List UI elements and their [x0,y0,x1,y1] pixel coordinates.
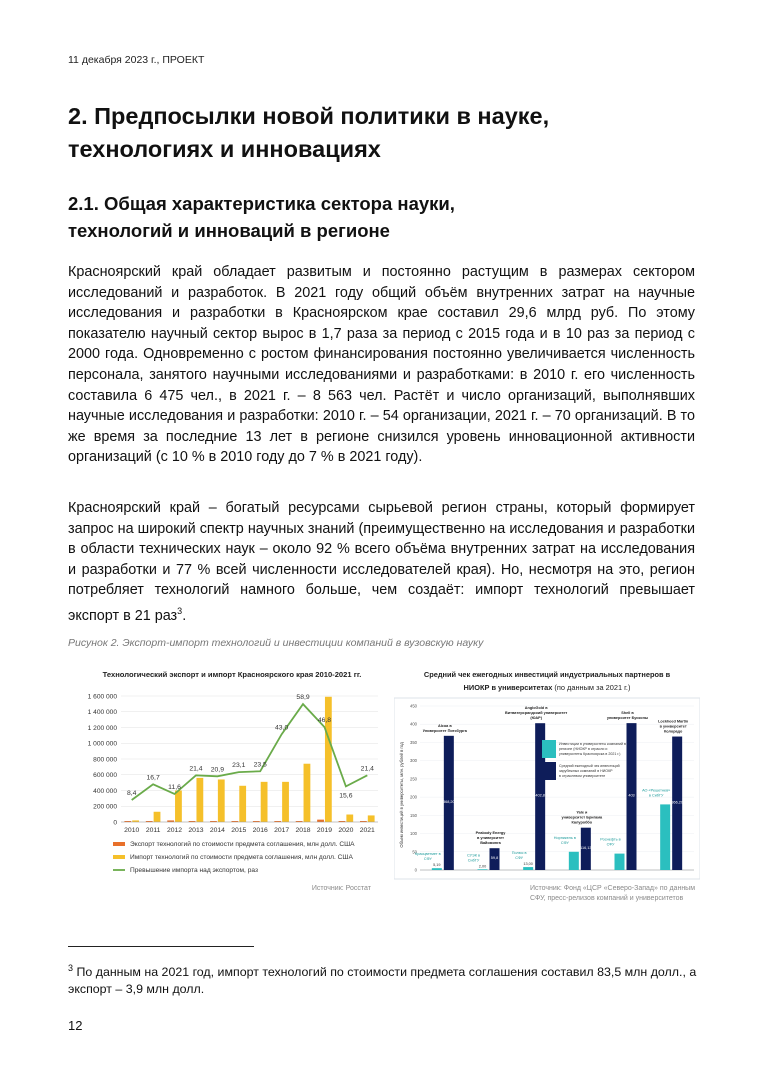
chart2-local-label: СФУ [423,857,432,862]
chart2-ytick: 50 [412,849,417,855]
chart2-group-label: Витватерсрандский университет [505,711,568,716]
chart2-source-line1: Источник: Фонд «ЦСР «Северо-Запад» по данным [530,885,696,892]
chart1-ytick: 1 000 000 [87,740,117,748]
chart2-source-line2: СФУ, пресс-релизов компаний и университетов [530,895,684,902]
page-header: 11 декабря 2023 г., ПРОЕКТ [68,54,205,66]
chart2-bar-value: 368,20 [443,799,455,804]
chart1-ratio-label: 46,8 [317,717,332,725]
chart2-bar-value: 59,8 [490,856,499,861]
chart1-source: Источник: Росстат [311,885,371,892]
chart2-group-label: Peabody Energy [475,831,506,836]
chart1-import-bar [368,815,375,822]
chart2-group-label: университет Бригама [561,815,603,820]
chart2-group-label: (ЮАР) [530,716,542,721]
chart2-title-rest: (по данным за 2021 г.) [552,683,631,692]
chart1-title: Технологический экспорт и импорт Красноярского края 2010-2021 гг. [102,670,362,679]
chart2-local-label: СФУ [560,840,569,845]
chart2-ytick: 250 [410,776,417,782]
chart1-xtick: 2016 [252,827,268,834]
chart2-group-label: Lockheed Martin [658,719,689,724]
chart1-xtick: 2018 [295,827,311,834]
chart2-local-label: СФУ [606,842,615,847]
chart1-xtick: 2020 [338,827,354,834]
chart2-ytick: 0 [414,867,417,873]
chart1-ytick: 200 000 [93,803,117,811]
chart1-ytick: 0 [113,819,117,827]
chart2-group-label: AngloGold в [524,706,548,711]
paragraph-2-text: Красноярский край – богатый ресурсами сырьевой регион страны, который формирует запрос на широкий спектр научных знаний (преимущественно на исследования и разработки в области технических наук – около 92 % всего объёма внутренних затрат на исследования и разработки и 77 % всей численности исследователей края). Но, несмотря на это, регион потребляет технологий намного больше, чем создаёт: импорт технологий превышает экспорт в 21 раз [68,500,695,624]
chart1-import-bar [218,779,225,822]
chart2-group-label: Shell в [621,711,634,716]
chart1-ratio-label: 21,4 [189,765,203,773]
chart1-ytick: 1 200 000 [87,724,117,732]
chart2-group-label: Yale и [576,810,588,815]
chart2-local-label: Норникель в [553,835,576,840]
chart1-import-bar [154,812,161,822]
section-title-line-1: 2. Предпосылки новой политики в науке, [68,103,550,129]
chart1-legend-swatch [113,842,125,846]
chart2-local-label: СибГУ [467,858,480,863]
chart1-ratio-label: 43,0 [275,724,289,732]
chart2-legend-label: Инвестиции в университеты компаний в [559,742,626,746]
chart2-bar-value: 402,8 [535,793,545,798]
footnote-text: По данным на 2021 год, импорт технологий по стоимости предмета соглашения составил 83,5 млн долл., а экспорт – 3,9 млн долл. [68,965,697,997]
chart2-local-label: АО «Решетнев» [642,788,671,793]
footnote-ref[interactable]: 3 [177,605,183,616]
chart1-ytick: 600 000 [93,772,117,780]
chart2-local-label: Полюс в [511,851,527,856]
chart2-local-bar [615,854,625,870]
chart1-ratio-label: 8,4 [126,790,137,798]
chart2-local-bar [523,867,533,870]
chart2-local-label: в СибГУ [648,793,664,798]
chart1-ratio-label: 20,9 [210,766,224,774]
chart1-ratio-label: 23,5 [253,761,267,769]
chart2-local-bar [432,868,442,870]
chart2-group-label: Alcoa в [437,723,452,728]
chart1-xtick: 2021 [359,827,375,834]
chart2-ytick: 300 [410,758,417,764]
chart2-group-label: Вайоминга [480,841,501,846]
chart2-ytick: 400 [410,721,417,727]
chart2-ytick: 150 [410,812,417,818]
chart2-group-label: в университет [476,836,505,841]
chart1-xtick: 2014 [209,827,225,834]
chart1-export-bar [317,820,324,822]
chart1-xtick: 2011 [145,827,161,834]
chart2-legend-swatch [542,740,556,758]
chart1-import-bar [239,786,246,822]
chart1-ratio-label: 58,9 [296,694,310,702]
chart1-ytick: 1 400 000 [87,709,117,717]
chart2-group-label: Колорадо [663,729,683,734]
chart2-legend-label: университеты Красноярска в 2021 г.) [559,752,621,756]
chart2-legend-swatch [542,762,556,780]
chart2-bar-value: 116,13 [580,845,592,850]
chart1-import-bar [325,697,332,822]
chart2-local-bar [478,869,488,870]
export-import-chart [66,660,384,900]
chart2-legend-label: Средний ежегодный чек инвестиций [559,764,620,768]
footnote [68,960,708,998]
chart1-import-bar [175,791,182,823]
chart2-legend-label: регионе (НИОКР в отрасли и [559,747,608,751]
chart1-ytick: 1 600 000 [87,693,117,701]
chart2-local-bar [660,804,670,870]
chart2-bar-value: 366,20 [671,800,683,805]
figure-caption: Рисунок 2. Экспорт-импорт технологий и инвестиции компаний в вузовскую науку [68,637,484,649]
chart1-import-bar [196,778,203,822]
chart2-local-label: Красцветмет в [415,852,441,857]
chart2-title-line2 [464,683,631,692]
paragraph-1: Красноярский край обладает развитым и постоянно растущим в размерах сектором исследований и разработок. В 2021 году общий объём внутренних затрат на научные исследования и разработки в Красноярском крае составил 29,6 млрд руб. По этому показателю научный сектор вырос в 1,7 раза за период с 2015 года и в 10 раз за период с 2000 года. Одновременно с ростом финансирования постоянно увеличивается численность персонала, занятого научными исследованиями и разработками: в 2010 г. его численность составила 6 475 чел., в 2021 г. – 8 563 чел. Растёт и число организаций, выполнявших научные исследования и разработки: 2010 г. – 54 организации, 2021 г. – 70 организаций. В то же время за последние 13 лет в регионе снизился уровень инновационной активности организаций (с 10 % в 2010 году до 7 % в 2021 году). [68,264,695,466]
chart2-bar-value: 2,00 [478,864,487,869]
chart2-group-label: Университет Питсбурга [422,728,467,733]
chart1-ratio-line [132,704,368,800]
chart2-legend-label: зарубежных компаний в НИОКР [559,769,613,773]
paragraph-2: Красноярский край – богатый ресурсами сырьевой регион страны, который формирует запрос на широкий спектр научных знаний (преимущественно на исследования и разработки в области технических наук – около 92 % всего объёма внутренних затрат на исследования и разработки и 77 % всей численности исследователей края). Но, несмотря на это, регион потребляет технологий намного больше, чем создаёт: импорт технологий превышает экспорт в 21 раз$^3$. [68,500,695,624]
chart2-group-label: Калуроббо [571,820,593,825]
chart2-bar-value: 403 [628,793,635,798]
chart2-ytick: 350 [410,739,417,745]
subsection-title-line-1: 2.1. Общая характеристика сектора науки, [68,193,455,214]
chart2-local-bar [569,852,579,870]
section-title-line-2: технологиях и инновациях [68,136,381,162]
footnote-number: 3 [68,963,74,973]
chart1-ratio-label: 21,4 [360,765,374,773]
chart1-legend-swatch [113,855,125,859]
chart1-ratio-label: 23,1 [232,762,246,770]
chart2-local-label: Роснефть в [600,837,621,842]
chart2-title-bold: НИОКР в университетах [463,683,553,692]
footnote-divider [68,946,254,947]
chart1-ratio-label: 15,6 [339,792,353,800]
chart2-bar-value: 5,19 [433,863,441,868]
chart1-legend-label: Экспорт технологий по стоимости предмета соглашения, млн долл. США [130,841,355,848]
chart2-local-label: СФУ [515,856,524,861]
chart1-xtick: 2012 [166,827,183,834]
chart1-xtick: 2010 [124,827,140,834]
chart1-ytick: 400 000 [93,787,117,795]
chart1-import-bar [346,815,353,822]
chart2-group-label: университет Бусконы [606,716,649,721]
chart2-ytick: 100 [410,831,417,837]
chart1-ratio-label: 16,7 [146,774,160,782]
chart1-import-bar [282,782,289,822]
chart1-legend-label: Превышение импорта над экспортом, раз [130,867,258,874]
page-number: 12 [68,1018,83,1033]
chart1-ytick: 800 000 [93,756,117,764]
chart2-ytick: 200 [410,794,417,800]
chart2-group-label: в университет [659,724,687,729]
section-title [68,100,688,166]
chart1-ratio-label: 11,6 [168,783,181,791]
chart2-local-label: СУЭК в [467,853,480,858]
chart1-legend-label: Импорт технологий по стоимости предмета соглашения, млн долл. США [130,854,353,861]
chart2-ylabel: Объем инвестиций в университеты, млн. рублей в год [399,742,404,848]
chart2-title-line1: Средний чек ежегодных инвестиций индустриальных партнеров в [423,670,671,679]
chart1-import-bar [261,782,268,822]
university-investment-chart [394,660,700,910]
chart1-xtick: 2017 [274,827,290,834]
chart1-xtick: 2015 [231,827,247,834]
subsection-title-line-2: технологий и инноваций в регионе [68,220,390,241]
chart1-xtick: 2019 [316,827,333,834]
chart1-import-bar [304,764,311,822]
chart2-legend-label: в отраслевом университете [559,774,606,778]
chart2-ytick: 450 [410,703,417,709]
subsection-title [68,190,688,244]
chart2-bar-value: 13,00 [523,862,533,867]
chart1-xtick: 2013 [188,827,204,834]
